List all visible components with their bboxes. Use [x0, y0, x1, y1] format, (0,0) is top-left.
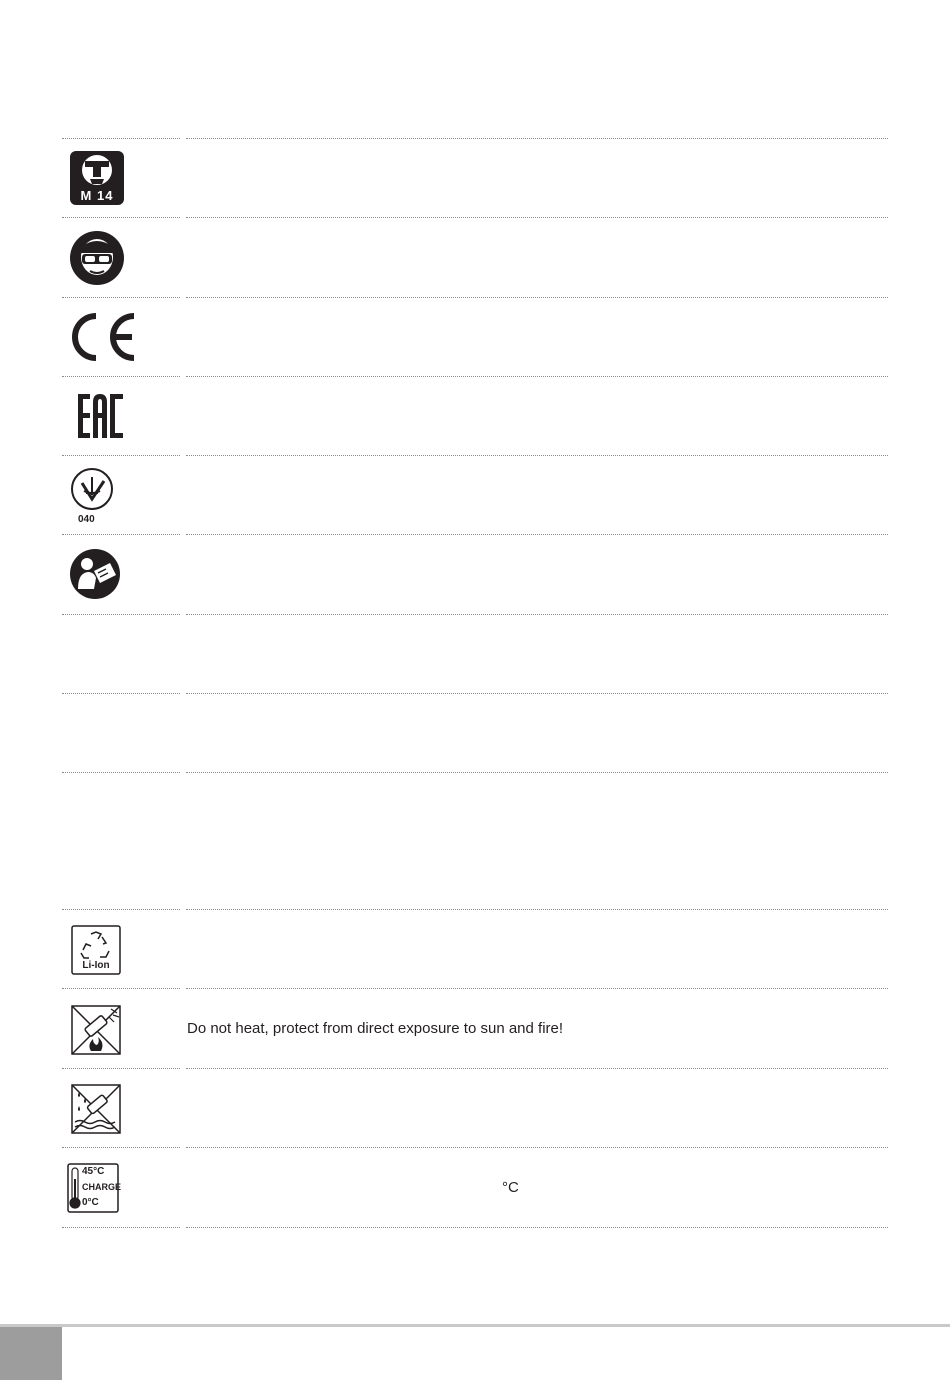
footer-rule — [0, 1324, 950, 1327]
li-ion-label: Li-Ion — [82, 960, 110, 971]
li-ion-recycle-icon — [71, 925, 121, 975]
no-water-icon — [71, 1084, 121, 1134]
read-manual-icon — [70, 549, 120, 599]
warning-text: Do not heat, protect from direct exposure to sun and fire! — [187, 1020, 564, 1037]
charge-temperature-text: °C — [502, 1179, 519, 1196]
eac-mark-icon — [76, 393, 124, 439]
page-number-box — [0, 1327, 62, 1380]
spindle-thread-m14-icon — [70, 151, 124, 205]
conformity-code-label: 040 — [78, 514, 95, 525]
charge-label: CHARGE — [82, 1182, 122, 1192]
charge-temperature-icon — [67, 1163, 122, 1213]
wear-eye-protection-icon — [70, 231, 124, 285]
ce-mark-icon — [70, 312, 136, 362]
charge-temp-max: 45°C — [82, 1166, 105, 1177]
ukrainian-conformity-mark-icon — [70, 467, 116, 527]
no-heat-sun-fire-icon — [71, 1005, 121, 1055]
spindle-thread-label: M 14 — [80, 188, 114, 203]
charge-temp-min: 0°C — [82, 1197, 99, 1208]
